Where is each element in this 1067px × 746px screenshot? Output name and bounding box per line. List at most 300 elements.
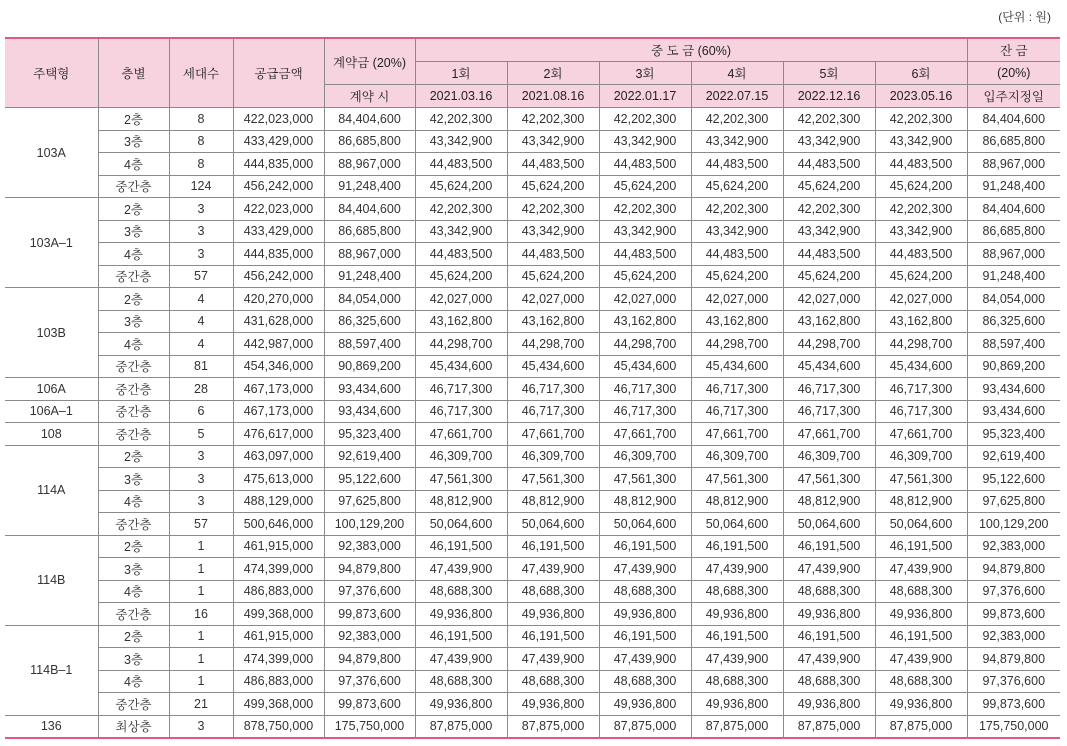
cell-balance: 93,434,600 (967, 400, 1060, 423)
cell-floor: 3층 (98, 468, 169, 491)
cell-middle-payment: 44,483,500 (875, 153, 967, 176)
cell-middle-payment: 44,298,700 (691, 333, 783, 356)
cell-households: 4 (169, 333, 233, 356)
cell-middle-payment: 46,717,300 (691, 378, 783, 401)
cell-middle-payment: 87,875,000 (415, 715, 507, 738)
cell-middle-payment: 46,309,700 (691, 445, 783, 468)
cell-middle-payment: 44,483,500 (783, 153, 875, 176)
header-round: 6회 (875, 62, 967, 85)
cell-type: 103B (5, 288, 98, 378)
cell-middle-payment: 45,434,600 (783, 355, 875, 378)
cell-middle-payment: 43,162,800 (507, 310, 599, 333)
cell-middle-payment: 45,624,200 (599, 265, 691, 288)
cell-floor: 4층 (98, 333, 169, 356)
header-date: 2022.12.16 (783, 85, 875, 108)
cell-middle-payment: 48,688,300 (875, 580, 967, 603)
cell-households: 3 (169, 220, 233, 243)
cell-middle-payment: 42,027,000 (691, 288, 783, 311)
cell-supply: 474,399,000 (233, 648, 324, 671)
cell-middle-payment: 42,202,300 (599, 108, 691, 131)
table-body (5, 108, 1060, 739)
cell-middle-payment: 42,202,300 (507, 108, 599, 131)
cell-floor: 2층 (98, 445, 169, 468)
cell-supply: 422,023,000 (233, 108, 324, 131)
cell-middle-payment: 49,936,800 (783, 603, 875, 626)
cell-middle-payment: 87,875,000 (599, 715, 691, 738)
cell-deposit: 97,376,600 (324, 670, 415, 693)
cell-middle-payment: 43,342,900 (691, 130, 783, 153)
cell-middle-payment: 44,483,500 (599, 153, 691, 176)
table-header (5, 38, 1060, 108)
header-date: 2023.05.16 (875, 85, 967, 108)
cell-deposit: 95,323,400 (324, 423, 415, 446)
table-row (5, 423, 1060, 446)
cell-households: 1 (169, 558, 233, 581)
table-row (5, 535, 1060, 558)
cell-deposit: 94,879,800 (324, 648, 415, 671)
cell-balance: 97,376,600 (967, 580, 1060, 603)
cell-middle-payment: 46,191,500 (415, 535, 507, 558)
cell-floor: 4층 (98, 490, 169, 513)
cell-middle-payment: 45,624,200 (507, 265, 599, 288)
cell-floor: 중간층 (98, 513, 169, 536)
cell-middle-payment: 44,298,700 (783, 333, 875, 356)
cell-supply: 444,835,000 (233, 153, 324, 176)
cell-deposit: 97,376,600 (324, 580, 415, 603)
cell-floor: 중간층 (98, 423, 169, 446)
header-date: 2022.01.17 (599, 85, 691, 108)
cell-balance: 90,869,200 (967, 355, 1060, 378)
cell-middle-payment: 49,936,800 (415, 603, 507, 626)
cell-middle-payment: 46,717,300 (875, 378, 967, 401)
table-row (5, 243, 1060, 266)
cell-deposit: 99,873,600 (324, 693, 415, 716)
cell-middle-payment: 47,439,900 (599, 558, 691, 581)
cell-floor: 2층 (98, 108, 169, 131)
cell-type: 106A–1 (5, 400, 98, 423)
cell-middle-payment: 42,027,000 (599, 288, 691, 311)
cell-middle-payment: 46,309,700 (599, 445, 691, 468)
cell-middle-payment: 47,439,900 (415, 558, 507, 581)
cell-middle-payment: 50,064,600 (415, 513, 507, 536)
cell-middle-payment: 49,936,800 (599, 693, 691, 716)
cell-middle-payment: 46,191,500 (507, 535, 599, 558)
cell-middle-payment: 46,191,500 (507, 625, 599, 648)
cell-middle-payment: 50,064,600 (599, 513, 691, 536)
cell-supply: 467,173,000 (233, 400, 324, 423)
cell-middle-payment: 48,688,300 (507, 580, 599, 603)
cell-deposit: 93,434,600 (324, 400, 415, 423)
cell-middle-payment: 42,202,300 (599, 198, 691, 221)
cell-floor: 중간층 (98, 175, 169, 198)
header-balance-when: 입주지정일 (967, 85, 1060, 108)
header-round: 2회 (507, 62, 599, 85)
cell-middle-payment: 48,812,900 (691, 490, 783, 513)
cell-middle-payment: 46,717,300 (507, 378, 599, 401)
cell-middle-payment: 46,717,300 (599, 400, 691, 423)
cell-middle-payment: 47,439,900 (691, 558, 783, 581)
cell-balance: 91,248,400 (967, 265, 1060, 288)
cell-middle-payment: 45,624,200 (783, 265, 875, 288)
cell-middle-payment: 43,342,900 (691, 220, 783, 243)
cell-middle-payment: 43,342,900 (415, 130, 507, 153)
cell-deposit: 86,325,600 (324, 310, 415, 333)
cell-supply: 486,883,000 (233, 580, 324, 603)
cell-middle-payment: 42,027,000 (783, 288, 875, 311)
cell-households: 3 (169, 490, 233, 513)
cell-middle-payment: 45,434,600 (507, 355, 599, 378)
cell-middle-payment: 46,309,700 (783, 445, 875, 468)
cell-middle-payment: 47,439,900 (415, 648, 507, 671)
cell-supply: 488,129,000 (233, 490, 324, 513)
cell-middle-payment: 48,688,300 (691, 580, 783, 603)
table-row (5, 445, 1060, 468)
payment-schedule-table (5, 37, 1060, 739)
cell-middle-payment: 48,812,900 (599, 490, 691, 513)
cell-balance: 97,376,600 (967, 670, 1060, 693)
table-row (5, 265, 1060, 288)
cell-balance: 84,404,600 (967, 108, 1060, 131)
table-row (5, 153, 1060, 176)
header-balance-pct: (20%) (967, 62, 1060, 85)
cell-type: 103A (5, 108, 98, 198)
cell-middle-payment: 44,483,500 (783, 243, 875, 266)
table-row (5, 580, 1060, 603)
cell-balance: 84,054,000 (967, 288, 1060, 311)
cell-middle-payment: 48,688,300 (783, 670, 875, 693)
cell-supply: 878,750,000 (233, 715, 324, 738)
cell-middle-payment: 42,202,300 (415, 108, 507, 131)
cell-households: 8 (169, 153, 233, 176)
cell-middle-payment: 42,202,300 (691, 108, 783, 131)
cell-type: 114A (5, 445, 98, 535)
cell-middle-payment: 87,875,000 (875, 715, 967, 738)
cell-deposit: 91,248,400 (324, 175, 415, 198)
cell-households: 8 (169, 108, 233, 131)
cell-floor: 중간층 (98, 693, 169, 716)
cell-middle-payment: 87,875,000 (507, 715, 599, 738)
cell-middle-payment: 48,812,900 (875, 490, 967, 513)
cell-balance: 88,967,000 (967, 243, 1060, 266)
cell-deposit: 88,597,400 (324, 333, 415, 356)
cell-supply: 475,613,000 (233, 468, 324, 491)
cell-supply: 461,915,000 (233, 535, 324, 558)
cell-middle-payment: 42,202,300 (875, 198, 967, 221)
cell-middle-payment: 47,439,900 (875, 558, 967, 581)
cell-middle-payment: 45,624,200 (415, 175, 507, 198)
cell-balance: 86,325,600 (967, 310, 1060, 333)
cell-balance: 92,383,000 (967, 535, 1060, 558)
header-date: 2021.03.16 (415, 85, 507, 108)
header-date: 2021.08.16 (507, 85, 599, 108)
header-date: 2022.07.15 (691, 85, 783, 108)
cell-middle-payment: 43,342,900 (783, 220, 875, 243)
cell-middle-payment: 44,298,700 (875, 333, 967, 356)
cell-floor: 중간층 (98, 378, 169, 401)
cell-middle-payment: 49,936,800 (783, 693, 875, 716)
cell-households: 81 (169, 355, 233, 378)
cell-middle-payment: 44,483,500 (415, 153, 507, 176)
cell-balance: 99,873,600 (967, 693, 1060, 716)
cell-supply: 433,429,000 (233, 220, 324, 243)
cell-middle-payment: 46,309,700 (875, 445, 967, 468)
cell-type: 114B (5, 535, 98, 625)
cell-deposit: 94,879,800 (324, 558, 415, 581)
table-row (5, 378, 1060, 401)
cell-supply: 420,270,000 (233, 288, 324, 311)
cell-households: 1 (169, 648, 233, 671)
cell-middle-payment: 46,717,300 (783, 400, 875, 423)
cell-middle-payment: 49,936,800 (691, 603, 783, 626)
cell-floor: 중간층 (98, 400, 169, 423)
cell-middle-payment: 44,483,500 (599, 243, 691, 266)
cell-middle-payment: 46,191,500 (691, 625, 783, 648)
cell-middle-payment: 42,202,300 (415, 198, 507, 221)
cell-deposit: 175,750,000 (324, 715, 415, 738)
cell-supply: 467,173,000 (233, 378, 324, 401)
cell-middle-payment: 48,812,900 (507, 490, 599, 513)
cell-households: 1 (169, 670, 233, 693)
cell-middle-payment: 48,812,900 (415, 490, 507, 513)
cell-middle-payment: 47,439,900 (783, 648, 875, 671)
cell-middle-payment: 43,342,900 (599, 130, 691, 153)
cell-middle-payment: 47,661,700 (415, 423, 507, 446)
cell-middle-payment: 47,661,700 (691, 423, 783, 446)
table-row (5, 400, 1060, 423)
cell-balance: 88,967,000 (967, 153, 1060, 176)
cell-balance: 84,404,600 (967, 198, 1060, 221)
header-round: 5회 (783, 62, 875, 85)
cell-supply: 461,915,000 (233, 625, 324, 648)
cell-middle-payment: 48,688,300 (599, 580, 691, 603)
cell-middle-payment: 48,688,300 (507, 670, 599, 693)
cell-middle-payment: 46,717,300 (507, 400, 599, 423)
cell-middle-payment: 42,202,300 (783, 108, 875, 131)
cell-middle-payment: 42,027,000 (507, 288, 599, 311)
cell-middle-payment: 44,483,500 (507, 153, 599, 176)
cell-middle-payment: 46,191,500 (691, 535, 783, 558)
table-row (5, 625, 1060, 648)
cell-supply: 422,023,000 (233, 198, 324, 221)
cell-middle-payment: 46,717,300 (599, 378, 691, 401)
cell-deposit: 90,869,200 (324, 355, 415, 378)
table-row (5, 513, 1060, 536)
cell-middle-payment: 49,936,800 (691, 693, 783, 716)
header-deposit: 계약금 (20%) (324, 38, 415, 85)
cell-middle-payment: 43,162,800 (783, 310, 875, 333)
cell-middle-payment: 47,661,700 (875, 423, 967, 446)
cell-floor: 2층 (98, 288, 169, 311)
cell-balance: 100,129,200 (967, 513, 1060, 536)
cell-households: 3 (169, 243, 233, 266)
cell-middle-payment: 47,661,700 (783, 423, 875, 446)
cell-deposit: 88,967,000 (324, 153, 415, 176)
cell-balance: 94,879,800 (967, 558, 1060, 581)
cell-middle-payment: 46,191,500 (783, 625, 875, 648)
cell-balance: 175,750,000 (967, 715, 1060, 738)
cell-households: 3 (169, 445, 233, 468)
cell-floor: 최상층 (98, 715, 169, 738)
cell-households: 16 (169, 603, 233, 626)
cell-balance: 93,434,600 (967, 378, 1060, 401)
cell-middle-payment: 44,483,500 (415, 243, 507, 266)
cell-deposit: 84,054,000 (324, 288, 415, 311)
cell-floor: 중간층 (98, 603, 169, 626)
cell-deposit: 99,873,600 (324, 603, 415, 626)
cell-supply: 474,399,000 (233, 558, 324, 581)
cell-middle-payment: 50,064,600 (783, 513, 875, 536)
table-row (5, 175, 1060, 198)
cell-middle-payment: 47,439,900 (691, 648, 783, 671)
cell-type: 106A (5, 378, 98, 401)
table-row (5, 220, 1060, 243)
cell-middle-payment: 46,717,300 (415, 400, 507, 423)
cell-type: 136 (5, 715, 98, 738)
table-row (5, 198, 1060, 221)
cell-middle-payment: 46,717,300 (783, 378, 875, 401)
cell-supply: 456,242,000 (233, 175, 324, 198)
cell-middle-payment: 87,875,000 (691, 715, 783, 738)
cell-middle-payment: 48,688,300 (875, 670, 967, 693)
cell-households: 3 (169, 468, 233, 491)
cell-middle-payment: 87,875,000 (783, 715, 875, 738)
table-row (5, 670, 1060, 693)
cell-balance: 94,879,800 (967, 648, 1060, 671)
cell-middle-payment: 43,342,900 (783, 130, 875, 153)
cell-balance: 86,685,800 (967, 220, 1060, 243)
cell-middle-payment: 45,624,200 (875, 175, 967, 198)
cell-middle-payment: 49,936,800 (415, 693, 507, 716)
cell-middle-payment: 45,624,200 (691, 265, 783, 288)
cell-middle-payment: 49,936,800 (599, 603, 691, 626)
cell-floor: 4층 (98, 670, 169, 693)
cell-floor: 4층 (98, 243, 169, 266)
cell-middle-payment: 46,717,300 (415, 378, 507, 401)
cell-households: 4 (169, 310, 233, 333)
header-round: 4회 (691, 62, 783, 85)
cell-households: 1 (169, 625, 233, 648)
header-deposit-when: 계약 시 (324, 85, 415, 108)
cell-floor: 4층 (98, 153, 169, 176)
cell-supply: 456,242,000 (233, 265, 324, 288)
header-supply: 공급금액 (233, 38, 324, 108)
cell-middle-payment: 42,202,300 (691, 198, 783, 221)
cell-supply: 463,097,000 (233, 445, 324, 468)
cell-households: 4 (169, 288, 233, 311)
cell-middle-payment: 45,624,200 (691, 175, 783, 198)
cell-middle-payment: 43,162,800 (599, 310, 691, 333)
cell-deposit: 91,248,400 (324, 265, 415, 288)
cell-middle-payment: 45,624,200 (415, 265, 507, 288)
cell-deposit: 92,383,000 (324, 535, 415, 558)
table-row (5, 558, 1060, 581)
cell-middle-payment: 43,162,800 (691, 310, 783, 333)
cell-balance: 88,597,400 (967, 333, 1060, 356)
table-row (5, 468, 1060, 491)
table-row (5, 130, 1060, 153)
cell-middle-payment: 42,202,300 (507, 198, 599, 221)
cell-households: 3 (169, 198, 233, 221)
cell-supply: 454,346,000 (233, 355, 324, 378)
cell-households: 1 (169, 535, 233, 558)
cell-middle-payment: 44,298,700 (599, 333, 691, 356)
cell-supply: 442,987,000 (233, 333, 324, 356)
cell-supply: 499,368,000 (233, 693, 324, 716)
table-row (5, 108, 1060, 131)
cell-balance: 86,685,800 (967, 130, 1060, 153)
cell-supply: 476,617,000 (233, 423, 324, 446)
cell-supply: 499,368,000 (233, 603, 324, 626)
cell-deposit: 92,383,000 (324, 625, 415, 648)
cell-type: 114B–1 (5, 625, 98, 715)
cell-floor: 2층 (98, 535, 169, 558)
cell-middle-payment: 47,561,300 (783, 468, 875, 491)
cell-middle-payment: 50,064,600 (691, 513, 783, 536)
cell-middle-payment: 43,162,800 (415, 310, 507, 333)
cell-households: 8 (169, 130, 233, 153)
cell-balance: 95,323,400 (967, 423, 1060, 446)
table-row (5, 355, 1060, 378)
cell-middle-payment: 43,342,900 (875, 220, 967, 243)
header-type: 주택형 (5, 38, 98, 108)
header-round: 1회 (415, 62, 507, 85)
cell-households: 5 (169, 423, 233, 446)
cell-balance: 97,625,800 (967, 490, 1060, 513)
cell-middle-payment: 49,936,800 (875, 603, 967, 626)
cell-households: 57 (169, 513, 233, 536)
table-row (5, 603, 1060, 626)
cell-middle-payment: 46,191,500 (599, 535, 691, 558)
cell-deposit: 84,404,600 (324, 198, 415, 221)
cell-middle-payment: 42,202,300 (875, 108, 967, 131)
cell-households: 28 (169, 378, 233, 401)
cell-middle-payment: 47,439,900 (507, 648, 599, 671)
table-row (5, 693, 1060, 716)
cell-balance: 91,248,400 (967, 175, 1060, 198)
cell-middle-payment: 47,561,300 (415, 468, 507, 491)
cell-middle-payment: 43,342,900 (507, 220, 599, 243)
cell-floor: 2층 (98, 198, 169, 221)
cell-middle-payment: 46,309,700 (507, 445, 599, 468)
cell-middle-payment: 44,483,500 (691, 243, 783, 266)
table-row (5, 490, 1060, 513)
cell-deposit: 97,625,800 (324, 490, 415, 513)
cell-deposit: 86,685,800 (324, 220, 415, 243)
cell-middle-payment: 47,439,900 (783, 558, 875, 581)
cell-floor: 중간층 (98, 355, 169, 378)
cell-deposit: 100,129,200 (324, 513, 415, 536)
cell-balance: 99,873,600 (967, 603, 1060, 626)
cell-households: 21 (169, 693, 233, 716)
cell-middle-payment: 49,936,800 (507, 693, 599, 716)
cell-middle-payment: 47,661,700 (507, 423, 599, 446)
cell-middle-payment: 43,342,900 (875, 130, 967, 153)
cell-middle-payment: 47,439,900 (599, 648, 691, 671)
table-row (5, 715, 1060, 738)
unit-note: (단위 : 원) (998, 10, 1051, 24)
cell-supply: 500,646,000 (233, 513, 324, 536)
cell-middle-payment: 47,561,300 (875, 468, 967, 491)
cell-middle-payment: 44,483,500 (507, 243, 599, 266)
cell-middle-payment: 44,298,700 (415, 333, 507, 356)
cell-deposit: 93,434,600 (324, 378, 415, 401)
cell-balance: 95,122,600 (967, 468, 1060, 491)
cell-middle-payment: 50,064,600 (507, 513, 599, 536)
cell-middle-payment: 47,439,900 (875, 648, 967, 671)
payment-schedule-table-wrapper (5, 37, 1060, 739)
cell-floor: 3층 (98, 558, 169, 581)
cell-middle-payment: 48,688,300 (599, 670, 691, 693)
